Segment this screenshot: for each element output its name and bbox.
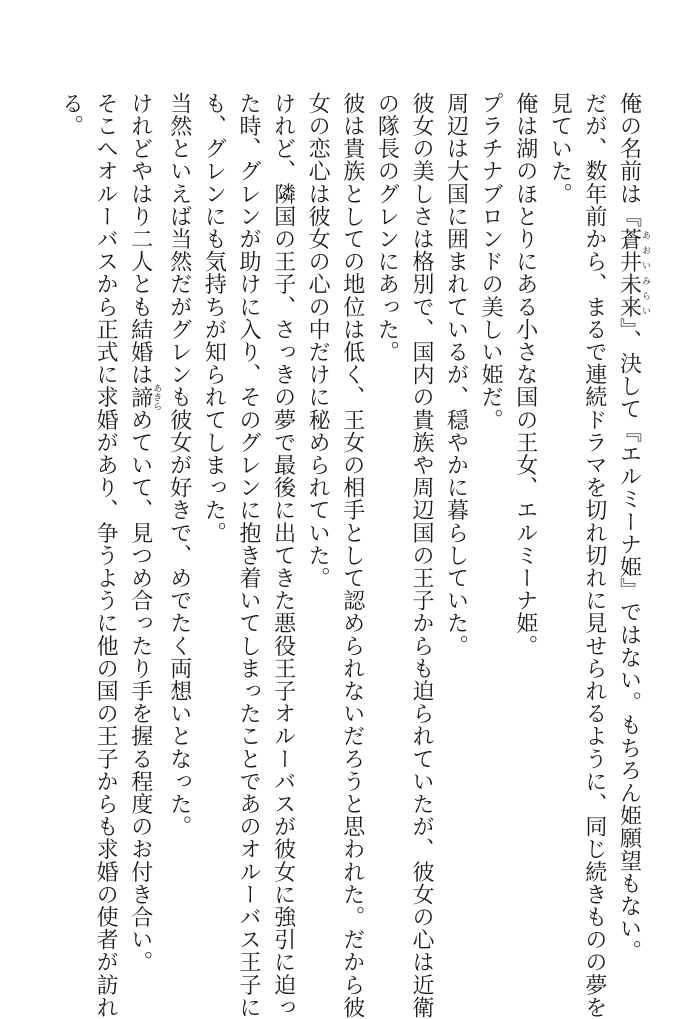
- line-1-end: 』、決して『エルミーナ姫』ではない。もちろん姫願望もない。: [616, 318, 642, 963]
- text-line-8: の隊長のグレンにあった。: [374, 92, 400, 364]
- text-line-4: 俺は湖のほとりにある小さな国の王女、エルミーナ姫。: [512, 92, 538, 657]
- ruby-base-akira: 諦: [127, 383, 153, 411]
- line-15-end: めていて、見つめ合ったり手を握る程度のお付き合い。: [127, 408, 153, 974]
- ruby-base-aoi-mirai: 蒼井未来: [616, 227, 642, 319]
- text-line-15: [122, 92, 161, 972]
- line-1-start: 俺の名前は『: [616, 92, 642, 228]
- text-line-16: そこへオルーバスから正式に求婚があり、争うように他の国の王子からも求婚の使者が訪れ: [93, 92, 119, 1019]
- text-line-11: けれど、隣国の王子、さっきの夢で最後に出てきた悪役王子オルーバスが彼女に強引に迫っ: [270, 92, 296, 1019]
- text-line-12: た時、グレンが助けに入り、そのグレンに抱き着いてしまったことであのオルーバス王子に: [235, 92, 261, 1019]
- text-line-17: る。: [58, 92, 84, 138]
- text-line-14: 当然といえば当然だがグレンも彼女が好きで、めでたく両想いとなった。: [166, 92, 192, 838]
- text-line-13: も、グレンにも気持ちが知られてしまった。: [201, 92, 227, 544]
- text-line-2: だが、数年前から、まるで連続ドラマを切れ切れに見せられるように、同じ続きものの夢を: [581, 92, 607, 1019]
- ruby-reading-akira: あきら: [151, 383, 162, 411]
- text-line-5: プラチナブロンドの美しい姫だ。: [478, 92, 504, 431]
- ruby-reading-aoi-mirai: あおいみらい: [640, 227, 650, 319]
- line-15-start: けれどやはり二人とも結婚は: [127, 92, 153, 386]
- ruby-aoi-mirai: [616, 227, 650, 319]
- text-line-10: 女の恋心は彼女の心の中だけに秘められていた。: [305, 92, 331, 590]
- vertical-text-body: [40, 92, 650, 1019]
- text-line-6: 周辺は大国に囲まれているが、穏やかに暮らしていた。: [443, 92, 469, 657]
- text-line-1: [611, 92, 650, 972]
- text-line-7: 彼女の美しさは格別で、国内の貴族や周辺国の王子からも迫られていたが、彼女の心は近衛: [408, 92, 434, 1019]
- ruby-akira: [127, 383, 162, 411]
- text-line-9: 彼は貴族としての地位は低く、王女の相手として認められないだろうと思われた。だから彼: [339, 92, 365, 1019]
- text-line-3: 見ていた。: [547, 92, 573, 205]
